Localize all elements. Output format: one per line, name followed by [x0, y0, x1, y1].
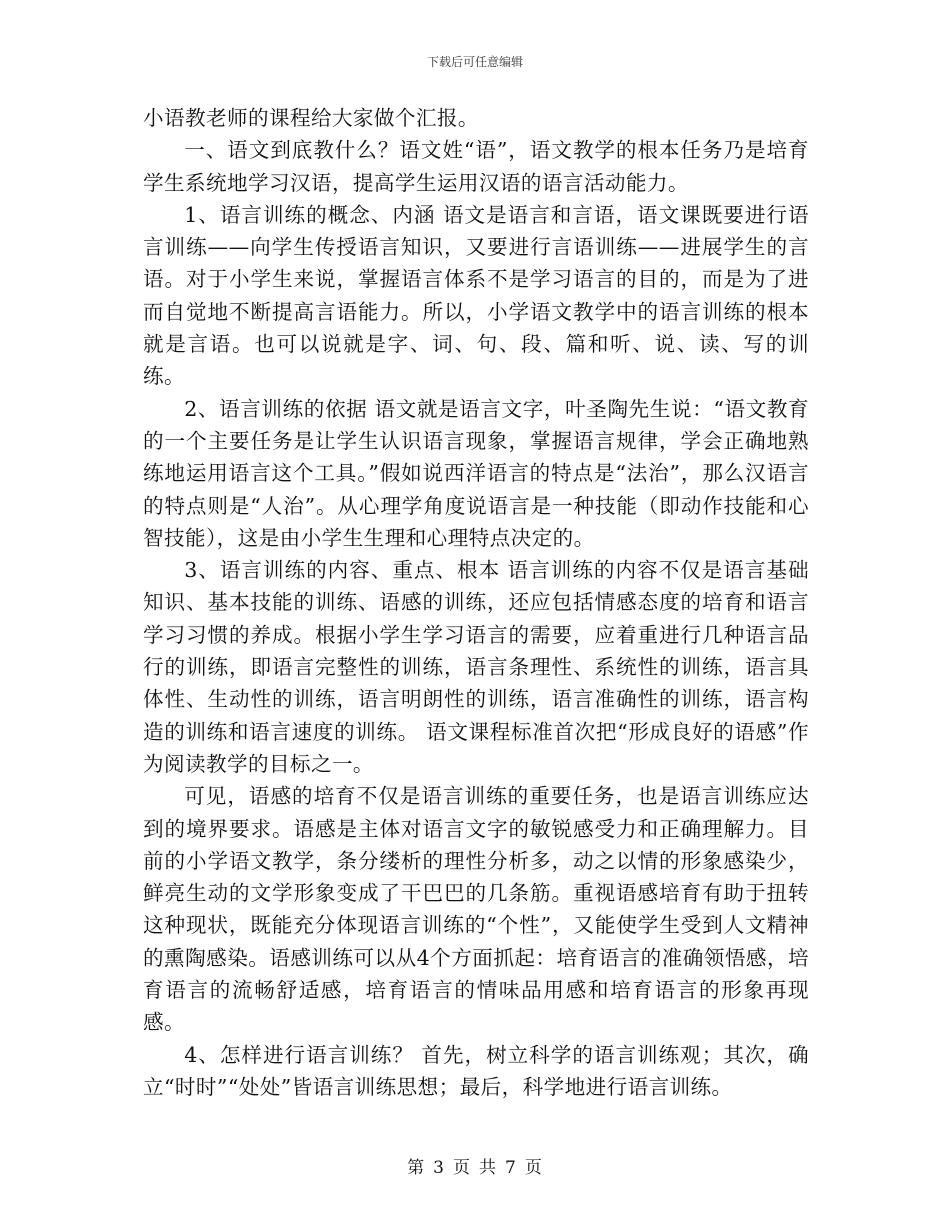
document-body: [143, 102, 809, 1103]
paragraph-point-2: 2、语言训练的依据 语文就是语言文字，叶圣陶先生说：“语文教育的一个主要任务是让学生认识语言现象，掌握语言规律，学会正确地熟练地运用语言这个工具。”假如说西洋语言的特点是“法治”，那么汉语言的特点则是“人治”。从心理学角度说语言是一种技能（即动作技能和心智技能），这是由小学生生理和心理特点决定的。: [143, 396, 809, 550]
page-number-footer: [0, 1153, 950, 1178]
paragraph-point-3: 3、语言训练的内容、重点、根本 语言训练的内容不仅是语言基础知识、基本技能的训练、语感的训练，还应包括情感态度的培育和语言学习习惯的养成。根据小学生学习语言的需要，应着重进行几种语言品行的训练，即语言完整性的训练，语言条理性、系统性的训练，语言具体性、生动性的训练，语言明朗性的训练，语言准确性的训练，语言构造的训练和语言速度的训练。 语文课程标准首次把“形成良好的语感”作为阅读教学的目标之一。: [143, 558, 809, 776]
paragraph-point-4: 4、怎样进行语言训练？ 首先，树立科学的语言训练观；其次，确立“时时”“处处”皆语言训练思想；最后，科学地进行语言训练。: [143, 1042, 809, 1099]
footer-total-word: 共: [479, 1158, 497, 1178]
footer-total-pages: 7: [505, 1158, 517, 1178]
footer-page-number: 3: [433, 1158, 445, 1178]
paragraph-yugan: 可见，语感的培育不仅是语言训练的重要任务，也是语言训练应达到的境界要求。语感是主体对语言文字的敏锐感受力和正确理解力。目前的小学语文教学，条分缕析的理性分析多，动之以情的形象感染少，鲜亮生动的文学形象变成了干巴巴的几条筋。重视语感培育有助于扭转这种现状，既能充分体现语言训练的“个性”，又能使学生受到人文精神的熏陶感染。语感训练可以从4个方面抓起：培育语言的准确领悟感，培育语言的流畅舒适感，培育语言的情味品用感和培育语言的形象再现感。: [143, 784, 809, 1035]
footer-page-word: 页: [453, 1158, 471, 1178]
page-header-note: 下载后可任意编辑: [426, 55, 523, 69]
paragraph-point-1: 1、语言训练的概念、内涵 语文是语言和言语，语文课既要进行语言训练——向学生传授语言知识，又要进行言语训练——进展学生的言语。对于小学生来说，掌握语言体系不是学习语言的目的，而是为了进而自觉地不断提高言语能力。所以，小学语文教学中的语言训练的根本就是言语。也可以说就是字、词、句、段、篇和听、说、读、写的训练。: [143, 202, 809, 389]
footer-prefix: 第: [407, 1158, 426, 1178]
paragraph-intro: 小语教老师的课程给大家做个汇报。: [143, 106, 479, 130]
footer-suffix: 页: [524, 1158, 543, 1178]
paragraph-section-1: 一、语文到底教什么？语文姓“语”，语文教学的根本任务乃是培育学生系统地学习汉语，提高学生运用汉语的语言活动能力。: [143, 138, 809, 195]
